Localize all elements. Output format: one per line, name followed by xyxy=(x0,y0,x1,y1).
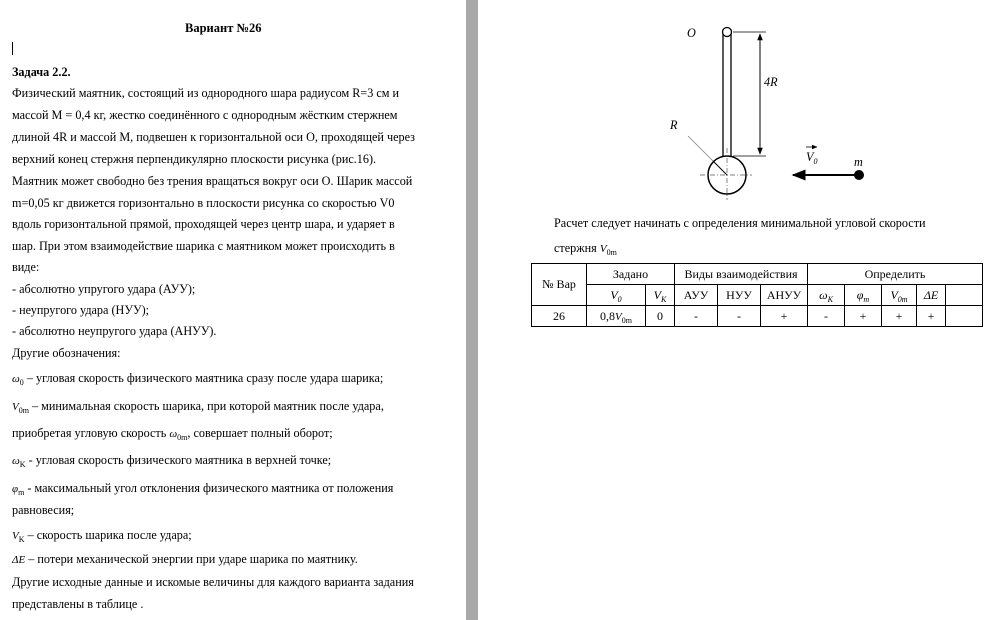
paragraph-line: Маятник может свободно без трения вращаться вокруг оси О. Шарик массой xyxy=(12,174,413,188)
paragraph-line: шар. При этом взаимодействие шарика с маятником может происходить в xyxy=(12,239,395,253)
paragraph-line: верхний конец стержня перпендикулярно плоскости рисунка (рис.16). xyxy=(12,152,377,166)
impact-type-item: - абсолютно неупругого удара (АНУУ). xyxy=(12,324,217,338)
paragraph-line: длиной 4R и массой М, подвешен к горизонтальной оси О, проходящей через xyxy=(12,130,415,144)
def-v0m-cont: приобретая угловую скорость $\omega_{0m}$, совершает полный оборот; xyxy=(12,426,333,442)
label-o: O xyxy=(687,26,696,40)
header-omega-k: $\omega_K$ xyxy=(808,285,845,306)
variant-title: Вариант №26 xyxy=(185,21,262,35)
impact-type-item: - абсолютно упругого удара (АУУ); xyxy=(12,282,196,296)
def-delta-e: ΔE – потери механической энергии при ударе шарика по маятнику. xyxy=(12,552,358,566)
header-var: № Вар xyxy=(532,264,587,306)
closing-line: представлены в таблице . xyxy=(12,597,144,611)
cell-v0m: + xyxy=(882,306,917,327)
text-cursor xyxy=(12,42,13,55)
label-m: m xyxy=(854,155,863,169)
header-empty xyxy=(946,285,983,306)
header-given: Задано xyxy=(587,264,675,285)
label-v0: $V_0$ xyxy=(806,150,818,166)
impact-type-item: - неупругого удара (НУУ); xyxy=(12,303,150,317)
variant-table xyxy=(531,263,983,327)
header-nuu: НУУ xyxy=(718,285,761,306)
task-heading: Задача 2.2. xyxy=(12,65,71,79)
cell-phi-m: + xyxy=(845,306,882,327)
closing-line: Другие исходные данные и искомые величины для каждого варианта задания xyxy=(12,575,414,589)
page-gutter xyxy=(466,0,478,620)
label-4r: 4R xyxy=(764,75,778,89)
cell-anuu: + xyxy=(761,306,808,327)
header-v0m: $V_{0m}$ xyxy=(882,285,917,306)
cell-vk: 0 xyxy=(646,306,675,327)
def-v0m: $V_{0m}$ – минимальная скорость шарика, при которой маятник после удара, xyxy=(12,399,384,415)
cell-var: 26 xyxy=(532,306,587,327)
def-vk: $V_K$ – скорость шарика после удара; xyxy=(12,528,192,544)
header-phi-m: $\varphi_m$ xyxy=(845,285,882,306)
cell-empty xyxy=(946,306,983,327)
cell-omega-k: - xyxy=(808,306,845,327)
cell-nuu: - xyxy=(718,306,761,327)
paragraph-line: виде: xyxy=(12,260,40,274)
def-omega0: $\omega_0$ – угловая скорость физического маятника сразу после удара шарика; xyxy=(12,371,384,387)
cell-delta-e: + xyxy=(917,306,946,327)
small-ball-m xyxy=(854,170,864,180)
paragraph-line: вдоль горизонтальной прямой, проходящей через центр шара, и ударяет в xyxy=(12,217,395,231)
header-interaction-types: Виды взаимодействия xyxy=(675,264,808,285)
cell-auu: - xyxy=(675,306,718,327)
pivot-axis xyxy=(723,28,732,37)
radius-leader xyxy=(688,136,713,161)
cell-v0: $0,8V_{0m}$ xyxy=(587,306,646,327)
header-determine: Определить xyxy=(808,264,983,285)
paragraph-line: массой M = 0,4 кг, жестко соединённого с однородным жёстким стержнем xyxy=(12,108,398,122)
paragraph-line: Физический маятник, состоящий из однородного шара радиусом R=3 см и xyxy=(12,86,400,100)
header-v0: $V_0$ xyxy=(587,285,646,306)
header-delta-e: ΔE xyxy=(917,285,946,306)
calc-instruction: Расчет следует начинать с определения минимальной угловой скорости xyxy=(554,216,926,230)
header-auu: АУУ xyxy=(675,285,718,306)
table-row xyxy=(532,306,983,327)
paragraph-line: m=0,05 кг движется горизонтально в плоскости рисунка со скоростью V0 xyxy=(12,196,395,210)
header-vk: $V_K$ xyxy=(646,285,675,306)
pendulum-rod xyxy=(723,30,731,160)
def-omegak: $\omega_K$ - угловая скорость физического маятника в верхней точке; xyxy=(12,453,332,469)
header-anuu: АНУУ xyxy=(761,285,808,306)
pendulum-figure xyxy=(640,18,880,208)
calc-instruction-cont: стержня $V_{0m}$ xyxy=(554,241,617,257)
label-r: R xyxy=(670,118,678,132)
def-phim-cont: равновесия; xyxy=(12,503,75,517)
notation-heading: Другие обозначения: xyxy=(12,346,121,360)
def-phim: $\varphi_m$ - максимальный угол отклонения физического маятника от положения xyxy=(12,481,394,497)
